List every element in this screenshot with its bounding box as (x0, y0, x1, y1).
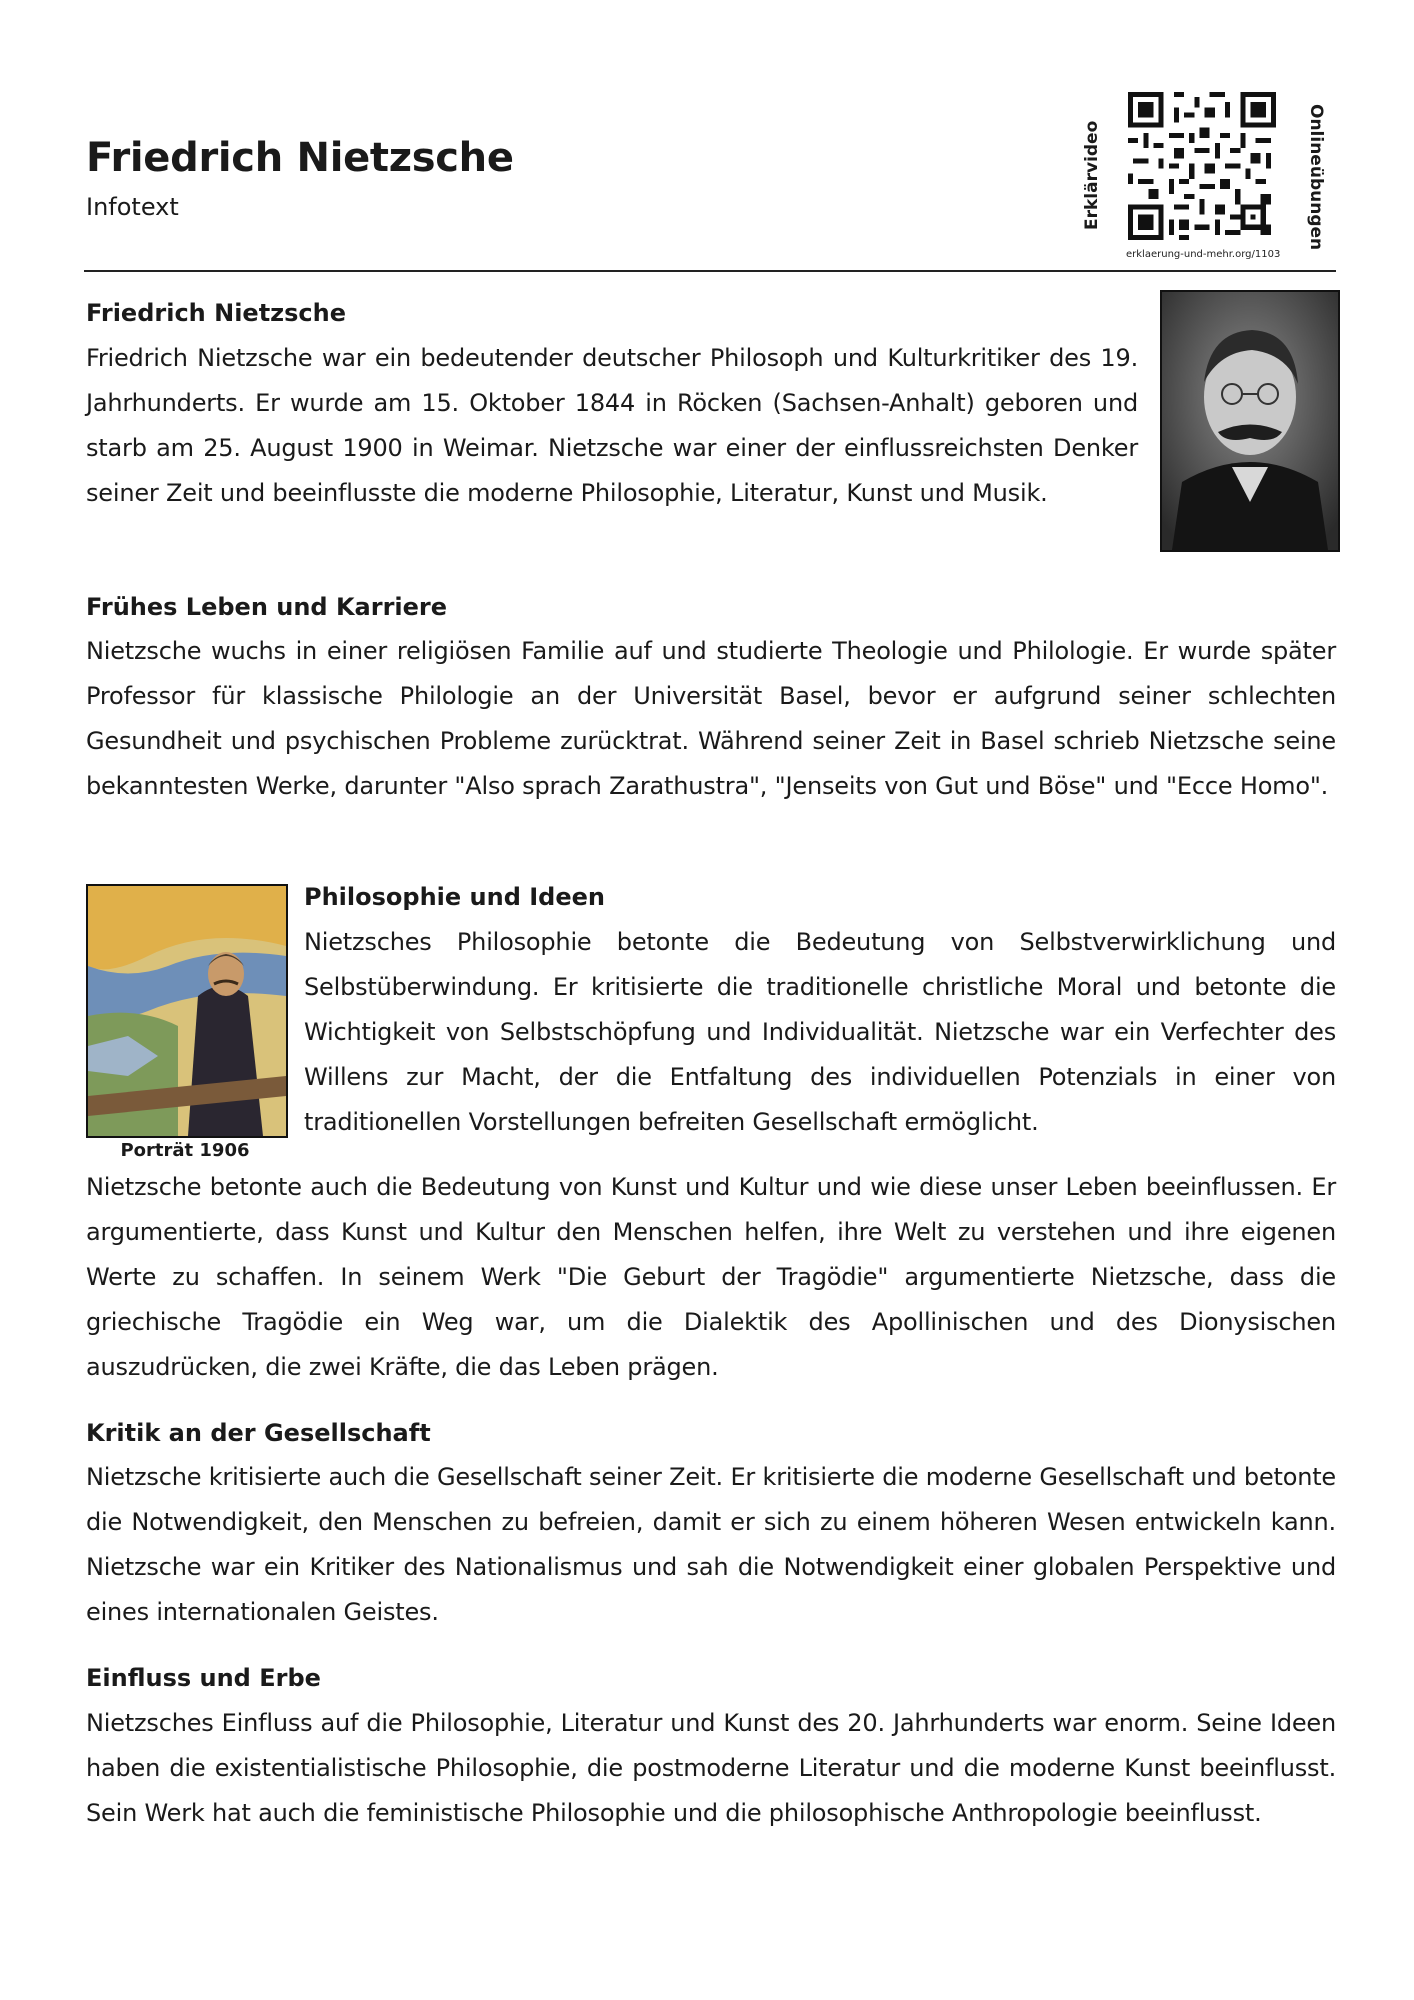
section-heading-society: Kritik an der Gesellschaft (86, 1419, 431, 1447)
qr-label-exercises: Onlineübungen (1306, 104, 1326, 251)
page-subtitle: Infotext (86, 193, 179, 221)
section-text-intro: Friedrich Nietzsche war ein bedeutender deutscher Philosoph und Kulturkritiker des 19. Jahrhunderts. Er wurde am 15. Oktober 1844 in Röcken (Sachsen-Anhalt) geboren und starb am 25. August 1900 in Weimar. Nietzsche war einer der einflussreichsten Denker seiner Zeit und beeinflusste die moderne Philosophie, Literatur, Kunst und Musik. (86, 344, 1138, 507)
qr-code[interactable] (1128, 92, 1276, 240)
section-heading-early-life: Frühes Leben und Karriere (86, 593, 448, 621)
section-text-philosophy-continued: Nietzsche betonte auch die Bedeutung von Kunst und Kultur und wie diese unser Leben beeinflussen. Er argumentierte, dass Kunst und Kultur den Menschen helfen, ihre Welt zu verstehen und ihre eigenen Werte zu schaffen. In seinem Werk "Die Geburt der Tragödie" argumentierte Nietzsche, dass die griechische Tragödie ein Weg war, um die Dialektik des Apollinischen und des Dionysischen auszudrücken, die zwei Kräfte, die das Leben prägen. (86, 1173, 1336, 1381)
section-text-legacy: Nietzsches Einfluss auf die Philosophie, Literatur und Kunst des 20. Jahrhunderts war enorm. Seine Ideen haben die existentialistische Philosophie, die postmoderne Literatur und die moderne Kunst beeinflusst. Sein Werk hat auch die feministische Philosophie und die philosophische Anthropologie beeinflusst. (86, 1709, 1336, 1827)
qr-label-video: Erklärvideo (1082, 120, 1102, 230)
painting-caption: Porträt 1906 (120, 1140, 250, 1161)
section-text-society: Nietzsche kritisierte auch die Gesellschaft seiner Zeit. Er kritisierte die moderne Gesellschaft und betonte die Notwendigkeit, den Menschen zu befreien, damit er sich zu einem höheren Wesen entwickeln kann. Nietzsche war ein Kritiker des Nationalismus und sah die Notwendigkeit einer globalen Perspektive und eines internationalen Geistes. (86, 1463, 1336, 1626)
section-text-philosophy: Nietzsches Philosophie betonte die Bedeutung von Selbstverwirklichung und Selbstüberwindung. Er kritisierte die traditionelle christliche Moral und betonte die Wichtigkeit von Selbstschöpfung und Individualität. Nietzsche war ein Verfechter des Willens zur Macht, der die Entfaltung des individuellen Potenzials in einer von traditionellen Vorstellungen befreiten Gesellschaft ermöglicht. (304, 928, 1336, 1136)
page-title: Friedrich Nietzsche (86, 135, 514, 181)
munch-portrait-painting (86, 884, 288, 1138)
qr-url[interactable]: erklaerung-und-mehr.org/1103 (1126, 249, 1281, 260)
section-heading-legacy: Einfluss und Erbe (86, 1664, 321, 1692)
section-heading-intro: Friedrich Nietzsche (86, 299, 347, 327)
section-heading-philosophy: Philosophie und Ideen (304, 883, 605, 911)
header-divider (84, 270, 1336, 272)
section-text-early-life: Nietzsche wuchs in einer religiösen Familie auf und studierte Theologie und Philologie. Er wurde später Professor für klassische Philologie an der Universität Basel, bevor er aufgrund seiner schlechten Gesundheit und psychischen Probleme zurücktrat. Während seiner Zeit in Basel schrieb Nietzsche seine bekanntesten Werke, darunter "Also sprach Zarathustra", "Jenseits von Gut und Böse" und "Ecce Homo". (86, 637, 1336, 800)
nietzsche-portrait-photo (1160, 290, 1340, 552)
